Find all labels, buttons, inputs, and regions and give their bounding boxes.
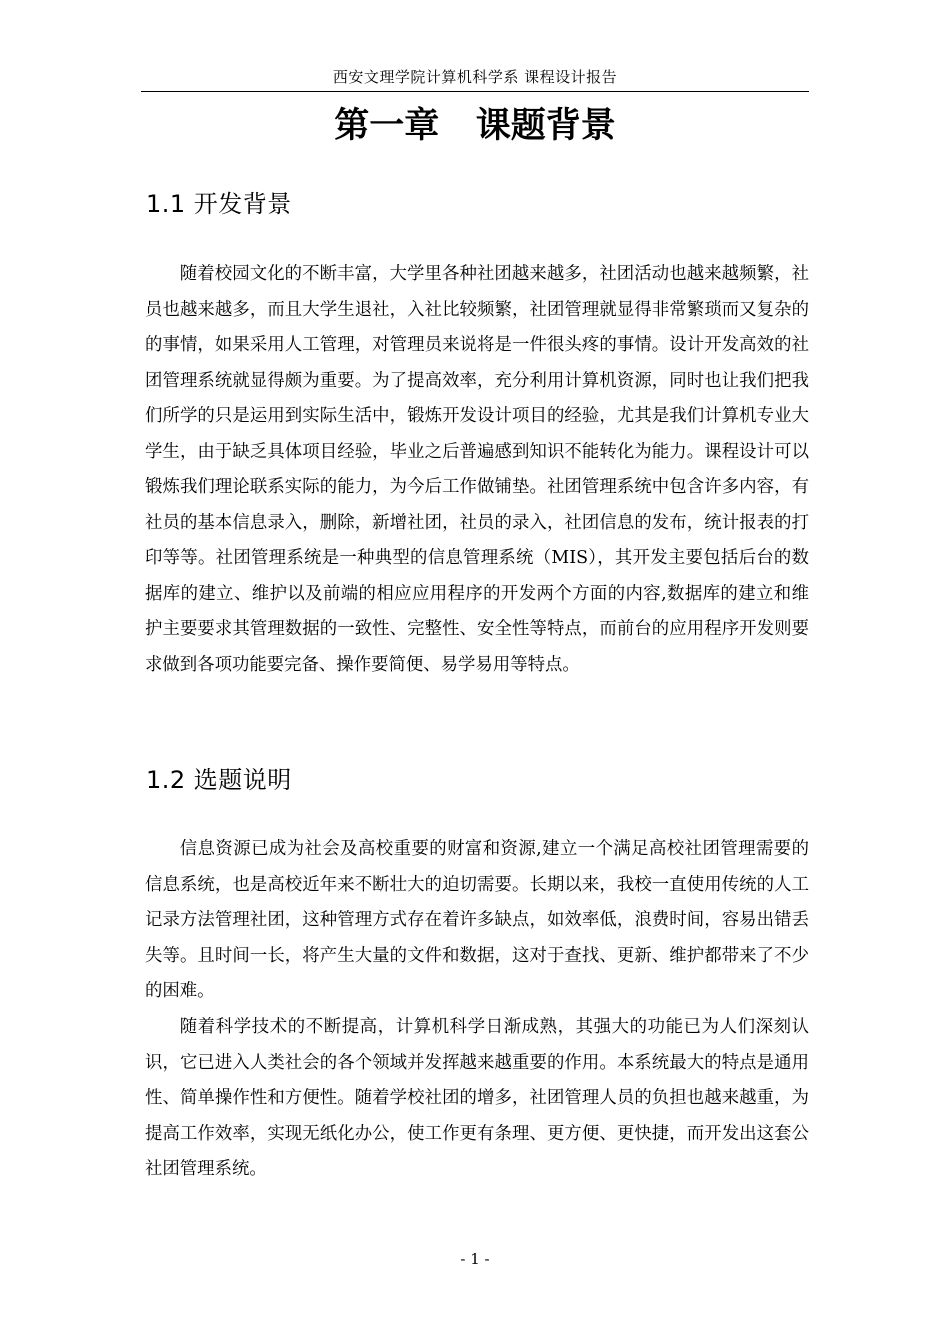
body-paragraph: 随着校园文化的不断丰富，大学里各种社团越来越多，社团活动也越来越频繁，社员也越来越多，而且大学生退社，入社比较频繁，社团管理就显得非常繁琐而又复杂的的事情，如果采用人工管理，对管理员来说将是一件很头疼的事情。设计开发高效的社团管理系统就显得颇为重要。为了提高效率，充分利用计算机资源，同时也让我们把我们所学的只是运用到实际生活中，锻炼开发设计项目的经验，尤其是我们计算机专业大学生，由于缺乏具体项目经验，毕业之后普遍感到知识不能转化为能力。课程设计可以锻炼我们理论联系实际的能力，为今后工作做铺垫。社团管理系统中包含许多内容，有社员的基本信息录入，删除，新增社团，社员的录入，社团信息的发布，统计报表的打印等等。社团管理系统是一种典型的信息管理系统（MIS），其开发主要包括后台的数据库的建立、维护以及前端的相应应用程序的开发两个方面的内容,数据库的建立和维护主要要求其管理数据的一致性、完整性、安全性等特点，而前台的应用程序开发则要求做到各项功能要完备、操作要简便、易学易用等特点。	[145, 264, 809, 675]
section-heading-topic-description: 1.2 选题说明	[146, 766, 292, 794]
header-divider	[141, 91, 809, 92]
body-paragraph: 信息资源已成为社会及高校重要的财富和资源,建立一个满足高校社团管理需要的信息系统，也是高校近年来不断壮大的迫切需要。长期以来，我校一直使用传统的人工记录方法管理社团，这种管理方式存在着许多缺点，如效率低，浪费时间，容易出错丢失等。且时间一长，将产生大量的文件和数据，这对于查找、更新、维护都带来了不少的困难。	[145, 839, 809, 1001]
page-number: - 1 -	[460, 1250, 490, 1268]
page-header: 西安文理学院计算机科学系 课程设计报告	[332, 68, 618, 86]
section-heading-development-background: 1.1 开发背景	[146, 190, 292, 218]
chapter-title: 第一章 课题背景	[334, 106, 616, 146]
body-paragraph: 随着科学技术的不断提高，计算机科学日渐成熟，其强大的功能已为人们深刻认识，它已进入人类社会的各个领域并发挥越来越重要的作用。本系统最大的特点是通用性、简单操作性和方便性。随着学校社团的增多，社团管理人员的负担也越来越重，为提高工作效率，实现无纸化办公，使工作更有条理、更方便、更快捷，而开发出这套公社团管理系统。	[145, 1017, 809, 1179]
